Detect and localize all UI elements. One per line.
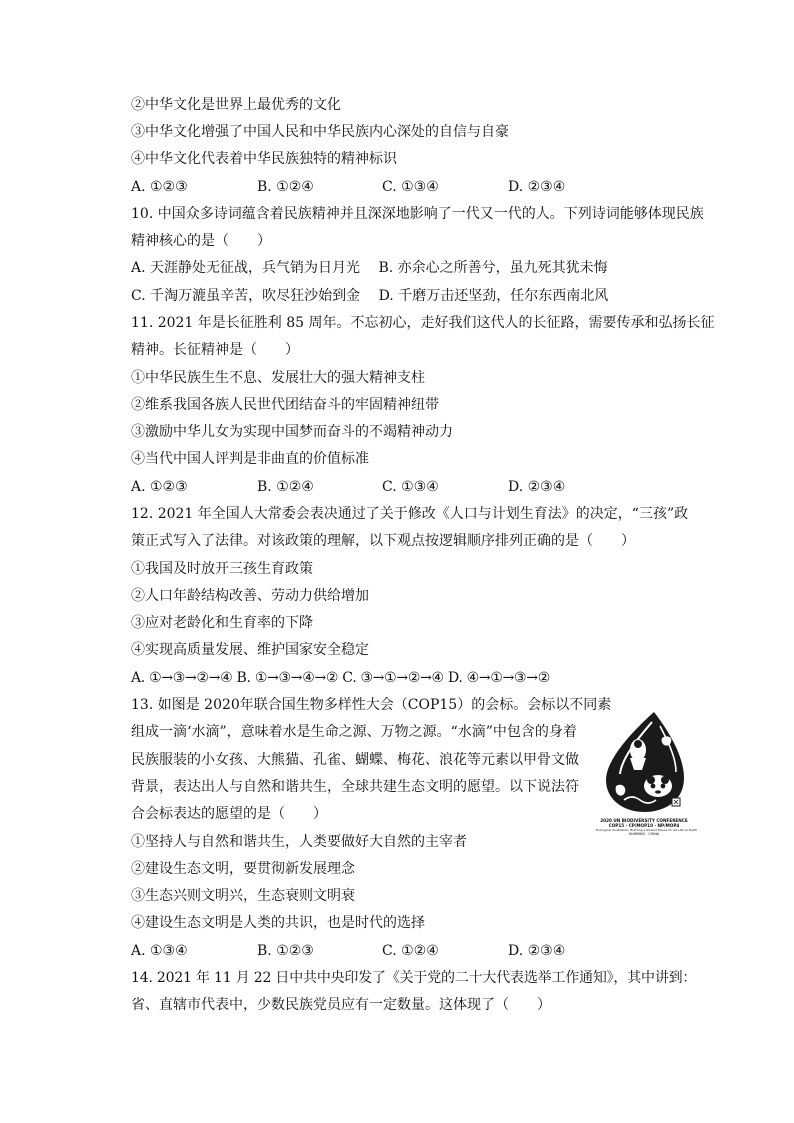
q11-statement-2: ②维系我国各族人民世代团结奋斗的牢固精神纽带 (131, 397, 439, 413)
q10-stem-2: 精神核心的是（ ） (131, 233, 271, 249)
q11-statement-4: ④当代中国人评判是非曲直的价值标准 (131, 451, 369, 467)
q13-stem-4: 背景，表达出人与自然和谐共生，全球共建生态文明的愿望。以下说法符 (131, 779, 579, 795)
q10-options-ab: A. 天涯静处无征战，兵气销为日月光 B. 亦余心之所善兮，虽九死其犹未悔 (131, 260, 608, 276)
q11-stem-1: 11. 2021 年是长征胜利 85 周年。不忘初心，走好我们这代人的长征路，需要传承和弘扬长征 (131, 315, 715, 331)
q9-statement-3: ③中华文化增强了中国人民和中华民族内心深处的自信与自豪 (131, 124, 509, 140)
q11-statement-1: ①中华民族生生不息、发展壮大的强大精神支柱 (131, 370, 425, 386)
q13-stem-1: 13. 如图是 2020年联合国生物多样性大会（COP15）的会标。会标以不同素 (131, 697, 612, 713)
q13-option-a: A. ①③④ (131, 943, 188, 959)
logo-caption-meetings: COP15 · CP/MOP10 · NP/MOP4 (608, 823, 680, 828)
q9-statement-2: ②中华文化是世界上最优秀的文化 (131, 97, 341, 113)
q12-stem-1: 12. 2021 年全国人大常委会表决通过了关于修改《人口与计划生育法》的决定，“三孩”政 (131, 506, 689, 522)
q12-statement-1: ①我国及时放开三孩生育政策 (131, 561, 313, 577)
q9-option-c: C. ①③④ (382, 179, 439, 195)
q12-options: A. ①→③→②→④ B. ①→③→④→② C. ③→①→②→④ D. ④→①→③→② (131, 670, 550, 686)
q10-options-cd: C. 千淘万漉虽辛苦，吹尽狂沙始到金 D. 千磨万击还坚劲，任尔东西南北风 (131, 288, 609, 304)
q9-option-d: D. ②③④ (508, 179, 566, 195)
q9-option-a: A. ①②③ (131, 179, 188, 195)
water-drop-emblem-icon (596, 708, 692, 816)
q9-statement-4: ④中华文化代表着中华民族独特的精神标识 (131, 151, 397, 167)
q12-stem-2: 策正式写入了法律。对该政策的理解，以下观点按逻辑顺序排列正确的是（ ） (131, 533, 635, 549)
q13-statement-1: ①坚持人与自然和谐共生，人类要做好大自然的主宰者 (131, 834, 467, 850)
q13-option-d: D. ②③④ (508, 943, 566, 959)
q11-option-a: A. ①②③ (131, 479, 188, 495)
q12-statement-2: ②人口年龄结构改善、劳动力供给增加 (131, 588, 369, 604)
q11-statement-3: ③激励中华儿女为实现中国梦而奋斗的不竭精神动力 (131, 424, 453, 440)
logo-caption-theme: Ecological Civilization: Building a Shared Future for All Life on Earth (596, 828, 698, 832)
q13-options (131, 941, 591, 961)
logo-caption-title: 2020 UN BIODIVERSITY CONFERENCE (600, 818, 688, 823)
q11-option-d: D. ②③④ (508, 479, 566, 495)
q13-statement-3: ③生态兴则文明兴，生态衰则文明衰 (131, 888, 355, 904)
q13-stem-5: 合会标表达的愿望的是（ ） (131, 806, 327, 822)
logo-caption-location: KUNMING · CHINA (628, 832, 660, 836)
q11-option-c: C. ①③④ (382, 479, 439, 495)
q14-stem-1: 14. 2021 年 11 月 22 日中共中央印发了《关于党的二十大代表选举工作通知》，其中讲到： (131, 970, 697, 986)
q13-option-c: C. ①②④ (382, 943, 439, 959)
q10-stem-1: 10. 中国众多诗词蕴含着民族精神并且深深地影响了一代又一代的人。下列诗词能够体现民族 (131, 206, 704, 222)
q9-option-b: B. ①②④ (257, 179, 314, 195)
q13-option-b: B. ①②③ (257, 943, 314, 959)
q11-stem-2: 精神。长征精神是（ ） (131, 342, 299, 358)
q11-options (131, 477, 591, 497)
q13-statement-4: ④建设生态文明是人类的共识，也是时代的选择 (131, 915, 425, 931)
q9-options (131, 177, 591, 197)
q14-stem-2: 省、直辖市代表中，少数民族党员应有一定数量。这体现了（ ） (131, 997, 551, 1013)
q12-statement-4: ④实现高质量发展、维护国家安全稳定 (131, 642, 369, 658)
q11-option-b: B. ①②④ (257, 479, 314, 495)
q12-statement-3: ③应对老龄化和生育率的下降 (131, 615, 313, 631)
q13-stem-3: 民族服装的小女孩、大熊猫、孔雀、蝴蝶、梅花、浪花等元素以甲骨文做 (131, 752, 579, 768)
cop15-logo (596, 708, 698, 838)
q13-statement-2: ②建设生态文明，要贯彻新发展理念 (131, 861, 355, 877)
q13-stem-2: 组成一滴‘水滴”，意味着水是生命之源、万物之源。“水滴”中包含的身着 (131, 724, 577, 740)
